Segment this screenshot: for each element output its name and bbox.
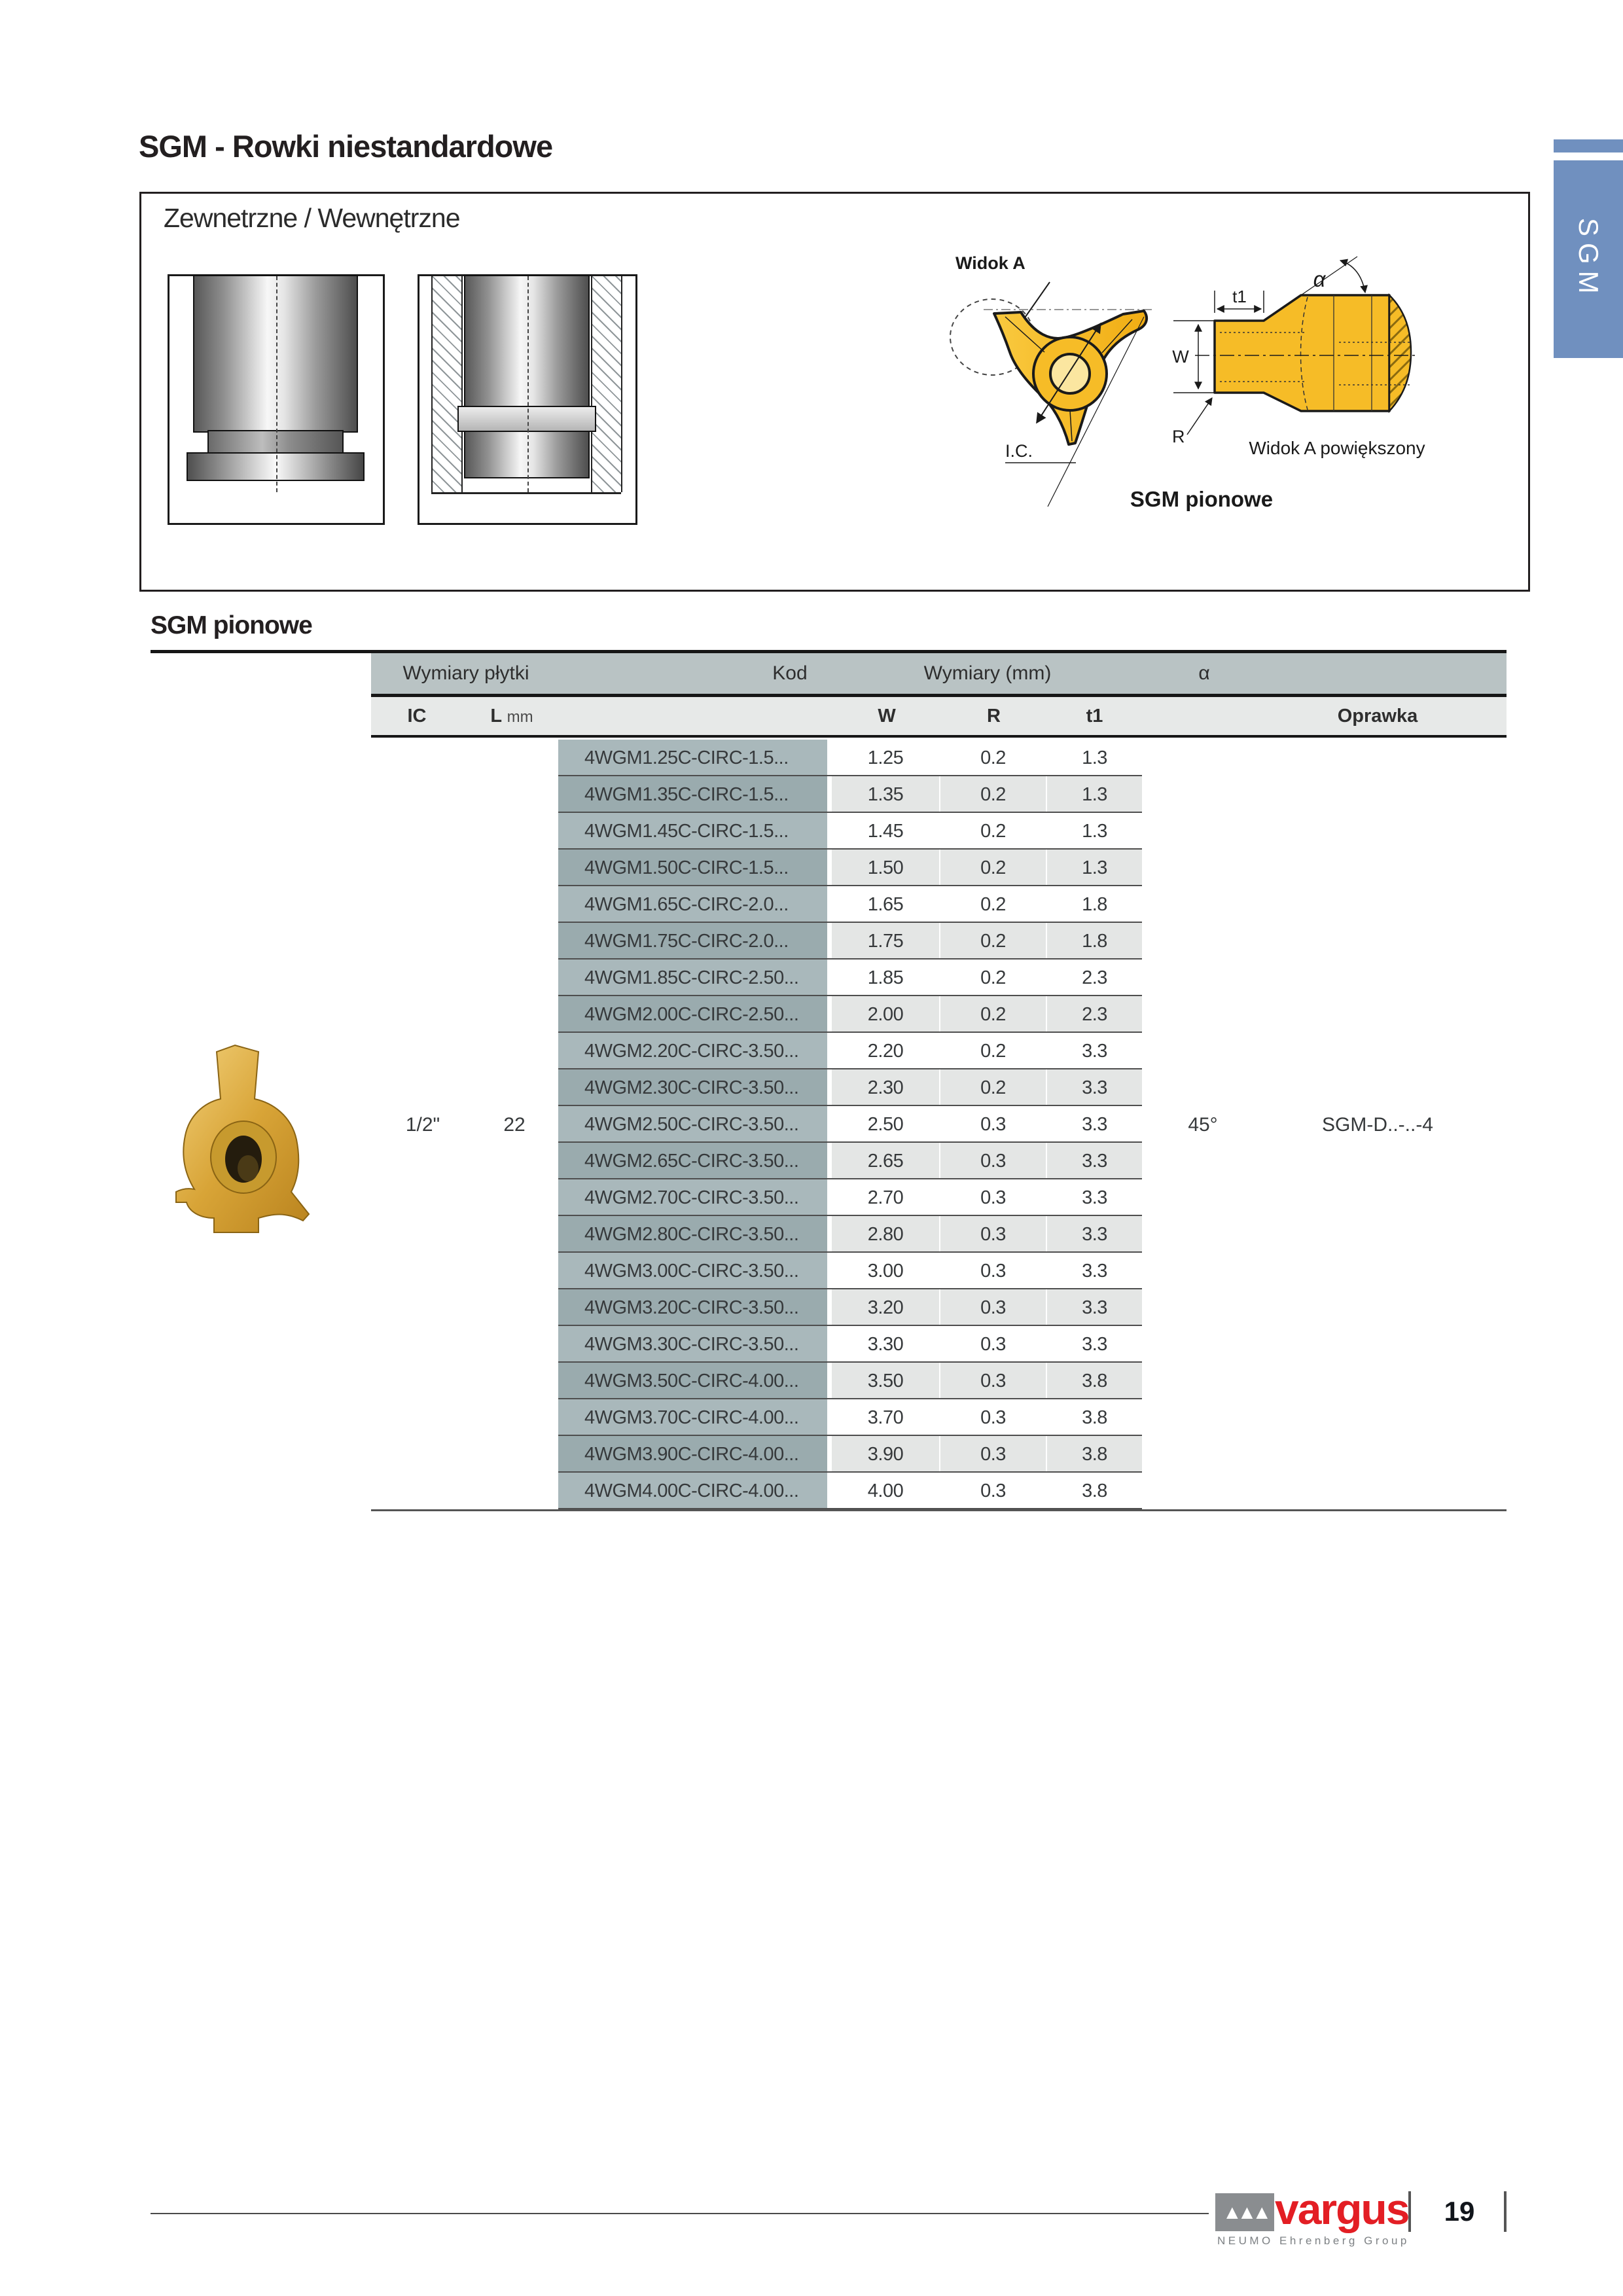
col-group-insert-dims: Wymiary płytki <box>402 662 529 684</box>
r-cell: 0.3 <box>980 1334 1006 1355</box>
table-row <box>0 813 1623 850</box>
w-cell: 3.90 <box>832 1436 939 1473</box>
table-row <box>0 923 1623 960</box>
collar-ring <box>457 406 596 432</box>
r-cell: 0.3 <box>940 1216 1046 1253</box>
side-tab-strip <box>1554 139 1623 152</box>
w-cell: 2.20 <box>867 1041 904 1062</box>
t1-cell: 3.3 <box>1082 1041 1107 1062</box>
table-row <box>0 850 1623 886</box>
r-cell: 0.2 <box>980 967 1006 988</box>
footer-rule <box>151 2213 1209 2214</box>
code-cell: 4WGM3.20C-CIRC-3.50... <box>558 1289 827 1326</box>
col-header-holder: Oprawka <box>1337 706 1418 726</box>
centerline <box>276 276 277 492</box>
w-cell: 3.00 <box>867 1261 904 1282</box>
t1-cell: 1.8 <box>1047 923 1142 960</box>
rule <box>371 735 1507 738</box>
code-cell: 4WGM3.30C-CIRC-3.50... <box>558 1326 827 1363</box>
r-cell: 0.2 <box>980 894 1006 915</box>
shared-l-value: 22 <box>503 1114 526 1136</box>
w-cell: 1.75 <box>832 923 939 960</box>
code-cell: 4WGM1.50C-CIRC-1.5... <box>558 850 827 886</box>
bore-cylinder <box>464 275 590 478</box>
t1-cell: 3.3 <box>1047 1143 1142 1179</box>
code-cell: 4WGM1.45C-CIRC-1.5... <box>558 813 827 850</box>
col-group-code: Kod <box>772 662 808 684</box>
t1-cell: 2.3 <box>1047 996 1142 1033</box>
enlarged-view-label: Widok A powiększony <box>1249 438 1425 458</box>
w-cell: 1.25 <box>867 747 904 768</box>
r-cell: 0.3 <box>940 1436 1046 1473</box>
r-label: R <box>1172 427 1185 446</box>
r-cell: 0.2 <box>940 996 1046 1033</box>
profile-section <box>1215 295 1389 411</box>
widok-a-label: Widok A <box>955 253 1026 273</box>
r-cell: 0.2 <box>980 747 1006 768</box>
table-row <box>0 1436 1623 1473</box>
col-group-dims-mm: Wymiary (mm) <box>923 662 1052 684</box>
r-cell: 0.3 <box>980 1187 1006 1208</box>
vargus-logo-mark: ▲▲▲ <box>1215 2193 1274 2231</box>
t1-cell: 3.3 <box>1082 1187 1107 1208</box>
w-cell: 1.50 <box>832 850 939 886</box>
code-cell: 4WGM3.50C-CIRC-4.00... <box>558 1363 827 1399</box>
shaft-cylinder <box>193 275 358 433</box>
table-row <box>0 960 1623 996</box>
hatch-right <box>591 276 622 492</box>
t1-cell: 3.8 <box>1047 1436 1142 1473</box>
code-cell: 4WGM1.35C-CIRC-1.5... <box>558 776 827 813</box>
code-cell: 4WGM2.80C-CIRC-3.50... <box>558 1216 827 1253</box>
insert-photo <box>174 1043 326 1246</box>
groove-section <box>207 430 344 455</box>
w-cell: 2.00 <box>832 996 939 1033</box>
w-cell: 2.30 <box>832 1069 939 1106</box>
code-cell: 4WGM3.90C-CIRC-4.00... <box>558 1436 827 1473</box>
t1-cell: 3.3 <box>1047 1289 1142 1326</box>
w-cell: 2.70 <box>867 1187 904 1208</box>
t1-cell: 1.8 <box>1082 894 1107 915</box>
external-grooving-drawing <box>168 274 385 525</box>
w-cell: 2.65 <box>832 1143 939 1179</box>
hatch-left <box>431 276 463 492</box>
w-cell: 2.80 <box>832 1216 939 1253</box>
sgm-side-tab <box>1554 160 1623 358</box>
col-header-ic: IC <box>407 706 427 726</box>
table-row <box>0 996 1623 1033</box>
side-tab-label: SGM <box>1573 218 1604 300</box>
insert-hole <box>1050 354 1090 393</box>
r-cell: 0.2 <box>980 821 1006 842</box>
r-cell: 0.3 <box>980 1407 1006 1428</box>
col-header-t1: t1 <box>1086 706 1103 726</box>
section-title: SGM pionowe <box>151 611 312 639</box>
table-bottom-rule <box>371 1509 1507 1511</box>
table-row <box>0 1473 1623 1509</box>
table-row <box>0 1363 1623 1399</box>
t1-cell: 3.3 <box>1047 1216 1142 1253</box>
t1-cell: 3.3 <box>1082 1114 1107 1135</box>
table-row <box>0 776 1623 813</box>
t1-cell: 3.8 <box>1047 1363 1142 1399</box>
bore-bottom-line <box>431 492 621 494</box>
flange-section <box>187 452 365 481</box>
col-header-w: W <box>878 706 896 726</box>
r-cell: 0.2 <box>940 923 1046 960</box>
t1-cell: 1.3 <box>1047 850 1142 886</box>
code-cell: 4WGM1.25C-CIRC-1.5... <box>558 740 827 776</box>
code-cell: 4WGM2.50C-CIRC-3.50... <box>558 1106 827 1143</box>
code-cell: 4WGM3.00C-CIRC-3.50... <box>558 1253 827 1289</box>
w-cell: 3.70 <box>867 1407 904 1428</box>
table-row <box>0 886 1623 923</box>
page-number: 19 <box>1444 2196 1475 2227</box>
t1-cell: 3.8 <box>1082 1407 1107 1428</box>
table-row <box>0 1253 1623 1289</box>
table-row <box>0 1289 1623 1326</box>
t1-cell: 1.3 <box>1047 776 1142 813</box>
ic-label: I.C. <box>1005 441 1033 461</box>
t1-cell: 3.8 <box>1082 1480 1107 1501</box>
t1-cell: 3.3 <box>1082 1334 1107 1355</box>
internal-grooving-drawing <box>418 274 637 525</box>
w-cell: 2.50 <box>867 1114 904 1135</box>
code-cell: 4WGM2.00C-CIRC-2.50... <box>558 996 827 1033</box>
shared-holder-value: SGM-D..-..-4 <box>1322 1114 1433 1136</box>
code-cell: 4WGM4.00C-CIRC-4.00... <box>558 1473 827 1509</box>
shared-ic-value: 1/2" <box>405 1114 440 1136</box>
r-cell: 0.3 <box>940 1289 1046 1326</box>
t1-cell: 1.3 <box>1082 747 1107 768</box>
w-cell: 3.30 <box>867 1334 904 1355</box>
table-group-header <box>371 653 1507 694</box>
w-cell: 1.65 <box>867 894 904 915</box>
w-cell: 1.45 <box>867 821 904 842</box>
alpha-label: α <box>1313 267 1326 291</box>
shared-alpha-value: 45° <box>1188 1114 1218 1136</box>
r-cell: 0.2 <box>940 1069 1046 1106</box>
w-cell: 3.20 <box>832 1289 939 1326</box>
table-row <box>0 1326 1623 1363</box>
r-cell: 0.3 <box>940 1143 1046 1179</box>
code-cell: 4WGM1.85C-CIRC-2.50... <box>558 960 827 996</box>
w-cell: 3.50 <box>832 1363 939 1399</box>
t1-cell: 2.3 <box>1082 967 1107 988</box>
vargus-logo-text: vargus <box>1275 2185 1409 2233</box>
profile-hatch-end <box>1389 295 1411 411</box>
logo-subtext: NEUMO Ehrenberg Group <box>1217 2234 1410 2247</box>
table-row <box>0 740 1623 776</box>
r-cell: 0.3 <box>980 1261 1006 1282</box>
code-cell: 4WGM2.70C-CIRC-3.50... <box>558 1179 827 1216</box>
r-cell: 0.2 <box>940 776 1046 813</box>
intro-panel <box>139 192 1530 592</box>
table-row <box>0 1399 1623 1436</box>
r-cell: 0.3 <box>980 1114 1006 1135</box>
code-cell: 4WGM3.70C-CIRC-4.00... <box>558 1399 827 1436</box>
footer-divider <box>1408 2191 1411 2232</box>
diagram-caption: SGM pionowe <box>1130 487 1274 511</box>
col-header-l: L mm <box>490 706 533 726</box>
t1-label: t1 <box>1232 287 1247 306</box>
footer-divider <box>1504 2191 1507 2232</box>
table-sub-header <box>371 697 1507 735</box>
insert-diagram <box>907 213 1528 590</box>
code-cell: 4WGM2.65C-CIRC-3.50... <box>558 1143 827 1179</box>
w-cell: 1.85 <box>867 967 904 988</box>
t1-cell: 3.3 <box>1047 1069 1142 1106</box>
centerline <box>527 276 529 492</box>
code-cell: 4WGM1.75C-CIRC-2.0... <box>558 923 827 960</box>
t1-cell: 1.3 <box>1082 821 1107 842</box>
code-cell: 4WGM2.30C-CIRC-3.50... <box>558 1069 827 1106</box>
panel-title: Zewnetrzne / Wewnętrzne <box>164 203 460 233</box>
col-group-alpha: α <box>1198 662 1210 684</box>
w-cell: 1.35 <box>832 776 939 813</box>
code-cell: 4WGM2.20C-CIRC-3.50... <box>558 1033 827 1069</box>
r-cell: 0.3 <box>980 1480 1006 1501</box>
col-header-r: R <box>987 706 1001 726</box>
t1-cell: 3.3 <box>1082 1261 1107 1282</box>
page-title: SGM - Rowki niestandardowe <box>139 129 553 164</box>
r-cell: 0.2 <box>980 1041 1006 1062</box>
w-cell: 4.00 <box>867 1480 904 1501</box>
code-cell: 4WGM1.65C-CIRC-2.0... <box>558 886 827 923</box>
r-cell: 0.3 <box>940 1363 1046 1399</box>
w-label: W <box>1172 347 1189 367</box>
r-cell: 0.2 <box>940 850 1046 886</box>
